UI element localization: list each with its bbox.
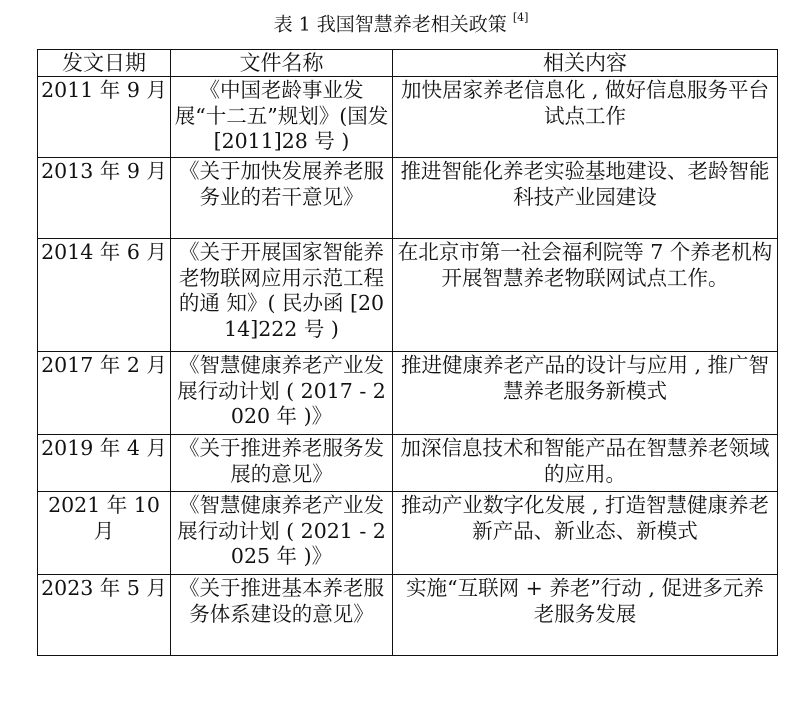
date-cell: 2011 年 9 月 xyxy=(38,77,171,158)
document-name-cell: 《智慧健康养老产业发展行动计划 ( 2017 - 2020 年 )》 xyxy=(171,352,393,435)
date-cell: 2013 年 9 月 xyxy=(38,158,171,239)
policy-table xyxy=(37,49,778,656)
date-cell: 2021 年 10 月 xyxy=(38,492,171,575)
date-cell: 2019 年 4 月 xyxy=(38,435,171,492)
content-cell: 推进智能化养老实验基地建设、老龄智能科技产业园建设 xyxy=(393,158,778,239)
caption-title: 表 1 我国智慧养老相关政策 xyxy=(273,13,507,36)
table-row xyxy=(38,239,778,352)
document-name-cell: 《关于开展国家智能养老物联网应用示范工程的通 知》( 民办函 [2014]222 号 ) xyxy=(171,239,393,352)
table-body xyxy=(38,77,778,656)
content-cell: 实施“互联网 + 养老”行动 , 促进多元养老服务发展 xyxy=(393,575,778,656)
table-row xyxy=(38,352,778,435)
document-name-cell: 《关于推进基本养老服务体系建设的意见》 xyxy=(171,575,393,656)
document-name-cell: 《智慧健康养老产业发展行动计划 ( 2021 - 2025 年 )》 xyxy=(171,492,393,575)
document-name-cell: 《关于推进养老服务发展的意见》 xyxy=(171,435,393,492)
content-cell: 在北京市第一社会福利院等 7 个养老机构开展智慧养老物联网试点工作。 xyxy=(393,239,778,352)
table-row xyxy=(38,575,778,656)
header-row xyxy=(38,50,778,77)
table-row xyxy=(38,158,778,239)
document-name-cell: 《中国老龄事业发展“十二五”规划》(国发 [2011]28 号 ) xyxy=(171,77,393,158)
date-cell: 2017 年 2 月 xyxy=(38,352,171,435)
table-row xyxy=(38,492,778,575)
header-date: 发文日期 xyxy=(38,50,171,77)
content-cell: 推动产业数字化发展 , 打造智慧健康养老新产品、新业态、新模式 xyxy=(393,492,778,575)
content-cell: 加深信息技术和智能产品在智慧养老领域的应用。 xyxy=(393,435,778,492)
date-cell: 2014 年 6 月 xyxy=(38,239,171,352)
table-row xyxy=(38,77,778,158)
table-header xyxy=(38,50,778,77)
header-related-content: 相关内容 xyxy=(393,50,778,77)
table-row xyxy=(38,435,778,492)
content-cell: 加快居家养老信息化 , 做好信息服务平台试点工作 xyxy=(393,77,778,158)
table-caption xyxy=(0,6,802,38)
header-document-name: 文件名称 xyxy=(171,50,393,77)
date-cell: 2023 年 5 月 xyxy=(38,575,171,656)
content-cell: 推进健康养老产品的设计与应用 , 推广智慧养老服务新模式 xyxy=(393,352,778,435)
document-name-cell: 《关于加快发展养老服务业的若干意见》 xyxy=(171,158,393,239)
caption-reference: [4] xyxy=(512,11,529,24)
